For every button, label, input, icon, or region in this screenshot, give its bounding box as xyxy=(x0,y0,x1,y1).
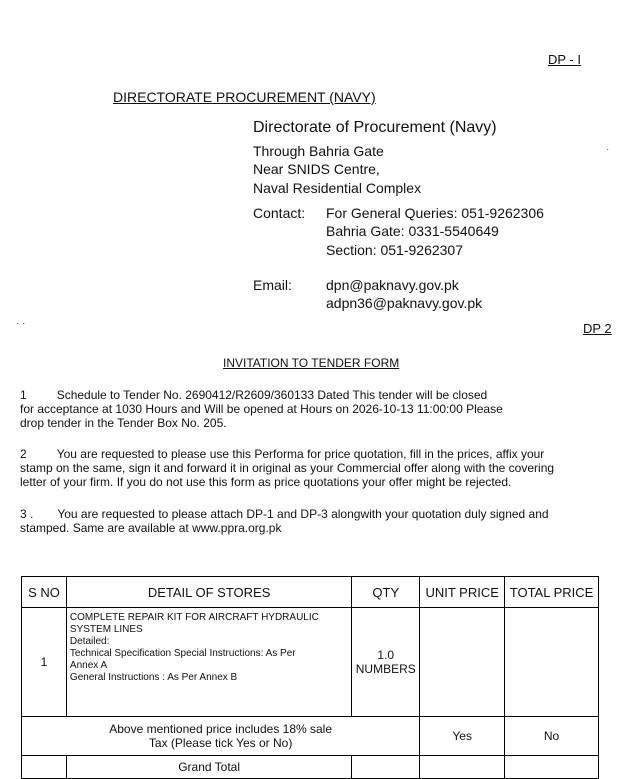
para-number: 2 xyxy=(20,447,27,461)
address-line: Naval Residential Complex xyxy=(253,180,422,196)
email-link[interactable]: adpn36@paknavy.gov.pk xyxy=(326,295,483,311)
qty-value: 1.0 xyxy=(377,648,395,662)
contact-line: Bahria Gate: 0331-5540649 xyxy=(326,223,499,239)
para-text: stamp on the same, sign it and forward it in original as your Commercial offer along with the covering xyxy=(20,461,555,475)
grand-total-label: Grand Total xyxy=(66,756,351,779)
paragraph-3 xyxy=(20,507,618,535)
para-number: 1 xyxy=(20,388,27,402)
cell-total-price[interactable] xyxy=(505,608,599,717)
detail-line: General Instructions : As Per Annex B xyxy=(69,672,238,683)
detail-line: Detailed: xyxy=(69,636,110,647)
tax-note xyxy=(22,717,420,756)
para-text: stamped. Same are available at www.ppra.org.pk xyxy=(20,521,282,535)
scan-speck: · · xyxy=(16,318,26,329)
grand-total-empty xyxy=(352,756,420,779)
contact-line: For General Queries: 051-9262306 xyxy=(326,205,544,221)
paragraph-1 xyxy=(20,388,618,430)
page-title: DIRECTORATE PROCUREMENT (NAVY) xyxy=(113,89,376,105)
cell-unit-price[interactable] xyxy=(420,608,505,717)
header-qty: QTY xyxy=(352,577,420,608)
contact-label: Contact: xyxy=(253,205,306,221)
grand-total-value[interactable] xyxy=(505,756,599,779)
grand-total-empty xyxy=(420,756,505,779)
para-text: letter of your firm. If you do not use this form as price quotations your offer might be rejected. xyxy=(20,475,512,489)
header-unit-price: UNIT PRICE xyxy=(420,577,505,608)
grand-total-row xyxy=(22,756,599,779)
tax-yes-option[interactable]: Yes xyxy=(420,717,505,756)
form-title: INVITATION TO TENDER FORM xyxy=(223,356,400,370)
cell-qty xyxy=(352,608,420,717)
table-row xyxy=(22,608,599,717)
para-number: 3 . xyxy=(20,507,34,521)
cell-detail xyxy=(66,608,351,717)
contact-line: Section: 051-9262307 xyxy=(326,242,463,258)
detail-line: Annex A xyxy=(69,660,108,671)
email-label: Email: xyxy=(253,277,292,293)
tax-line: Above mentioned price includes 18% sale xyxy=(109,722,333,736)
para-text: You are requested to please attach DP-1 and DP-3 alongwith your quotation duly signed and xyxy=(57,507,549,521)
tax-no-option[interactable]: No xyxy=(505,717,599,756)
header-sno: S NO xyxy=(22,577,67,608)
stores-table xyxy=(21,576,599,779)
detail-line: COMPLETE REPAIR KIT FOR AIRCRAFT HYDRAULIC xyxy=(69,612,319,623)
header-total-price: TOTAL PRICE xyxy=(505,577,599,608)
tax-line: Tax (Please tick Yes or No) xyxy=(148,736,293,750)
detail-line: SYSTEM LINES xyxy=(69,624,143,635)
dp2-mark: DP 2 xyxy=(583,321,612,336)
tax-row xyxy=(22,717,599,756)
cell-sno: 1 xyxy=(22,608,67,717)
para-text: Schedule to Tender No. 2690412/R2609/360133 Dated This tender will be closed xyxy=(56,388,488,402)
qty-unit: NUMBERS xyxy=(355,662,416,676)
para-text: drop tender in the Tender Box No. 205. xyxy=(20,416,227,430)
email-link[interactable]: dpn@paknavy.gov.pk xyxy=(326,277,459,293)
paragraph-2 xyxy=(20,447,618,489)
para-text: for acceptance at 1030 Hours and Will be opened at Hours on 2026-10-13 11:00:00 Please xyxy=(20,402,503,416)
address-line: Near SNIDS Centre, xyxy=(253,161,380,177)
grand-total-empty xyxy=(22,756,67,779)
table-header-row xyxy=(22,577,599,608)
address-line: Through Bahria Gate xyxy=(253,143,384,159)
para-text: You are requested to please use this Performa for price quotation, fill in the prices, affix your xyxy=(56,447,545,461)
org-name: Directorate of Procurement (Navy) xyxy=(253,119,497,136)
header-detail: DETAIL OF STORES xyxy=(66,577,351,608)
dp1-mark: DP - I xyxy=(548,52,581,67)
detail-line: Technical Specification Special Instructions: As Per xyxy=(69,648,296,659)
scan-speck: · xyxy=(606,144,610,155)
